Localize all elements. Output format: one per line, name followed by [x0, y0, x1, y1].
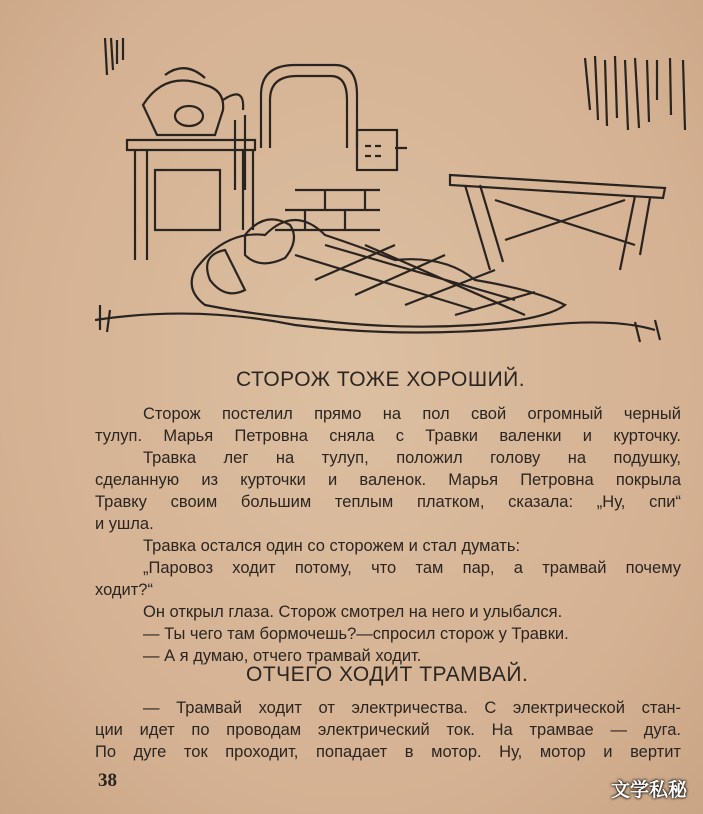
text-line: ходит?“	[95, 581, 153, 599]
text-line: — Ты чего там бормочешь?—спросил сторож у Травки.	[143, 625, 569, 643]
chapter-heading-watchman: СТОРОЖ ТОЖЕ ХОРОШИЙ.	[236, 368, 526, 391]
text-line: Травка лег на тулуп, положил голову на подушку,	[143, 449, 681, 467]
text-line: — Трамвай ходит от электричества. С электрической стан-	[143, 699, 681, 717]
illustration-sleeping-watchman	[95, 30, 695, 360]
page-number: 38	[98, 770, 117, 791]
watermark-logo: 文学私秘	[610, 780, 687, 801]
text-line: — А я думаю, отчего трамвай ходит.	[143, 647, 422, 665]
text-line: ции идет по проводам электрический ток. На трамвае — дуга.	[95, 721, 681, 739]
text-line: и ушла.	[95, 515, 154, 533]
text-line: „Паровоз ходит потому, что там пар, а трамвай почему	[143, 559, 681, 577]
text-line: Травку своим большим теплым платком, сказала: „Ну, спи“	[95, 493, 681, 511]
text-line: сделанную из курточки и валенок. Марья Петровна покрыла	[95, 471, 681, 489]
text-line: Травка остался один со сторожем и стал думать:	[143, 537, 521, 555]
text-line: Он открыл глаза. Сторож смотрел на него и улыбался.	[143, 603, 563, 621]
text-line: Сторож постелил прямо на пол свой огромный черный	[143, 405, 681, 423]
text-line: По дуге ток проходит, попадает в мотор. Ну, мотор и вертит	[95, 743, 681, 761]
section-1-text	[95, 403, 681, 667]
text-line: тулуп. Марья Петровна сняла с Травки валенки и курточку.	[95, 427, 681, 445]
section-2-text	[95, 697, 681, 763]
chapter-heading-tram: ОТЧЕГО ХОДИТ ТРАМВАЙ.	[246, 663, 529, 686]
